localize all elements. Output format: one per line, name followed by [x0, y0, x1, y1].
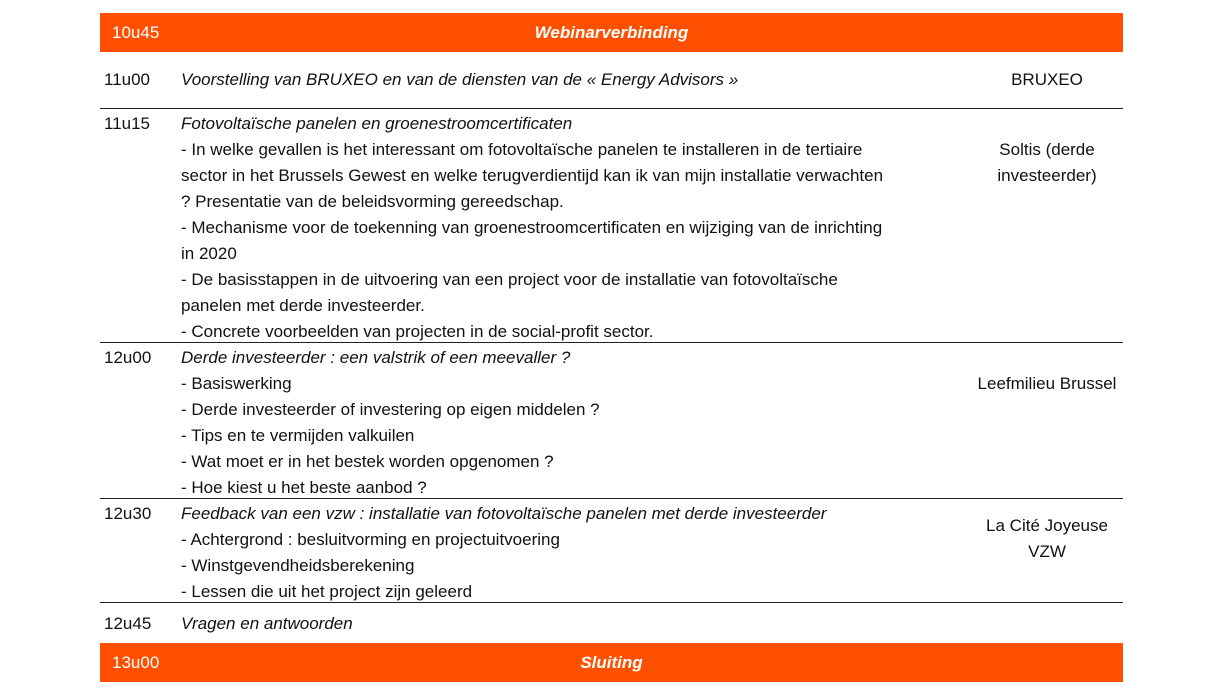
- speaker-line: investeerder): [997, 166, 1097, 185]
- row-time: 12u45: [104, 614, 152, 633]
- band-title: Webinarverbinding: [534, 22, 689, 42]
- session-item: in 2020: [181, 244, 237, 263]
- row-content: [181, 111, 971, 342]
- row-speaker: [971, 501, 1123, 602]
- session-item: - Achtergrond : besluitvorming en projectuitvoering: [181, 530, 560, 549]
- row-speaker: [971, 111, 1123, 342]
- agenda-row: [100, 499, 1123, 603]
- row-time: 11u15: [104, 114, 151, 133]
- session-title: Feedback van een vzw : installatie van fotovoltaïsche panelen met derde investeerder: [181, 504, 827, 523]
- session-item: - Basiswerking: [181, 374, 292, 393]
- agenda-band-start: [100, 13, 1123, 52]
- session-item: - Lessen die uit het project zijn geleerd: [181, 582, 473, 601]
- speaker-line: La Cité Joyeuse: [986, 516, 1108, 535]
- session-title: Voorstelling van BRUXEO en van de diensten van de « Energy Advisors »: [181, 70, 739, 89]
- session-item: sector in het Brussels Gewest en welke terugverdientijd kan ik van mijn installatie verwachten: [181, 166, 884, 185]
- band-time: 10u45: [112, 22, 160, 42]
- row-content: [181, 501, 971, 602]
- row-speaker: [971, 345, 1123, 498]
- speaker-line: Leefmilieu: [977, 374, 1056, 393]
- agenda-table: [100, 13, 1123, 682]
- agenda-row: [100, 52, 1123, 109]
- session-title: Derde investeerder : een valstrik of een meevaller ?: [181, 348, 571, 367]
- band-time: 13u00: [112, 652, 160, 672]
- row-time: 12u30: [104, 504, 152, 523]
- agenda-row: [100, 343, 1123, 499]
- row-content: [181, 345, 971, 498]
- session-item: - Hoe kiest u het beste aanbod ?: [181, 478, 427, 497]
- speaker-line: BRUXEO: [1011, 70, 1083, 89]
- session-item: panelen met derde investeerder.: [181, 296, 425, 315]
- session-item: - Winstgevendheidsberekening: [181, 556, 415, 575]
- session-item: - Concrete voorbeelden van projecten in de social-profit sector.: [181, 322, 654, 341]
- session-item: ? Presentatie van de beleidsvorming gereedschap.: [181, 192, 564, 211]
- agenda-row: [100, 109, 1123, 343]
- row-time: 12u00: [104, 348, 152, 367]
- agenda-row: [100, 603, 1123, 643]
- row-content: [181, 611, 971, 643]
- speaker-line: Soltis (derde: [999, 140, 1095, 159]
- agenda-band-end: [100, 643, 1123, 682]
- row-speaker: [971, 611, 1123, 643]
- speaker-line: Brussel: [1059, 374, 1117, 393]
- row-speaker: [971, 67, 1123, 108]
- speaker-line: VZW: [1028, 542, 1066, 561]
- session-title: Vragen en antwoorden: [181, 614, 353, 633]
- session-item: - Derde investeerder of investering op eigen middelen ?: [181, 400, 600, 419]
- session-item: - Mechanisme voor de toekenning van groenestroomcertificaten en wijziging van de inrichting: [181, 218, 883, 237]
- row-time: 11u00: [104, 70, 151, 89]
- row-content: [181, 67, 971, 108]
- session-item: - In welke gevallen is het interessant om fotovoltaïsche panelen te installeren in de tertiaire: [181, 140, 863, 159]
- session-title: Fotovoltaïsche panelen en groenestroomcertificaten: [181, 114, 573, 133]
- band-title: Sluiting: [580, 652, 643, 672]
- session-item: - Tips en te vermijden valkuilen: [181, 426, 415, 445]
- session-item: - Wat moet er in het bestek worden opgenomen ?: [181, 452, 554, 471]
- session-item: - De basisstappen in de uitvoering van een project voor de installatie van fotovoltaïsche: [181, 270, 838, 289]
